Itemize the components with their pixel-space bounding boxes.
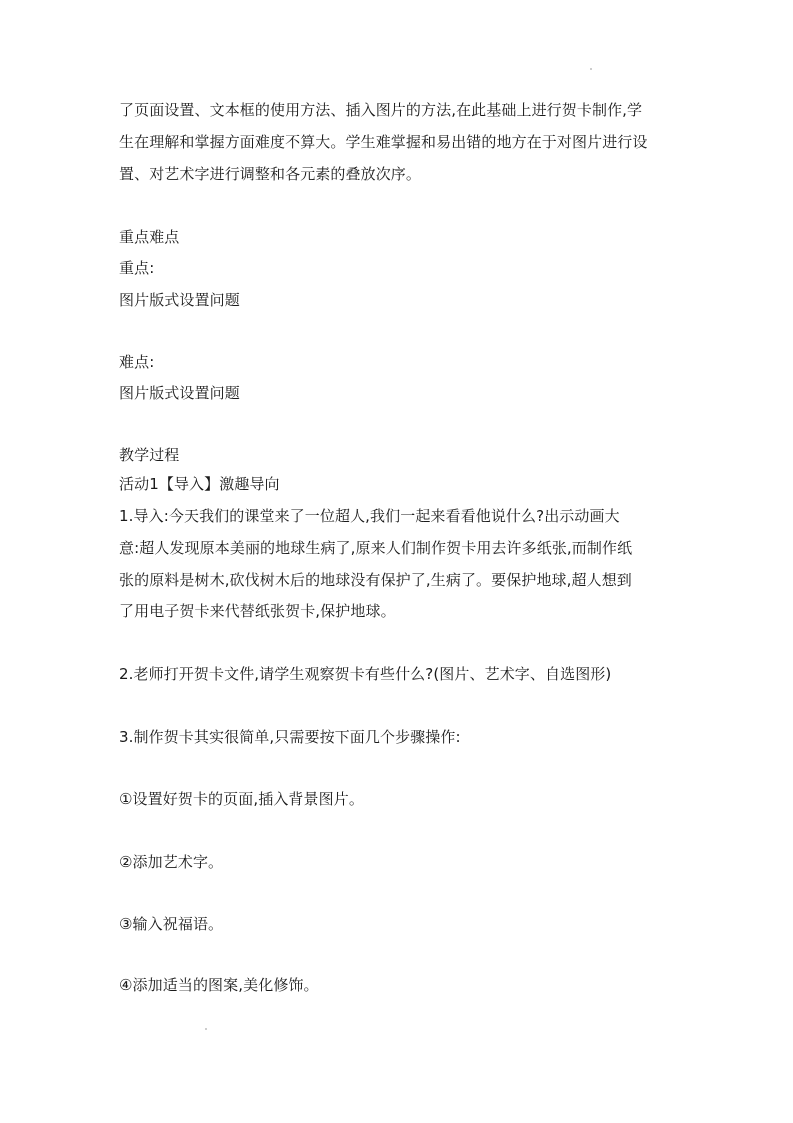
- scan-speck: [590, 68, 592, 70]
- substep-2: ②添加艺术字。: [119, 853, 224, 871]
- key-label: 重点:: [119, 259, 155, 277]
- substep-3: ③输入祝福语。: [119, 915, 224, 933]
- key-text: 图片版式设置问题: [119, 291, 240, 309]
- step3-line: 3.制作贺卡其实很简单,只需要按下面几个步骤操作:: [119, 728, 461, 746]
- step1-line-4: 了用电子贺卡来代替纸张贺卡,保护地球。: [119, 602, 396, 620]
- difficult-label: 难点:: [119, 353, 155, 371]
- step1-line-1: 1.导入:今天我们的课堂来了一位超人,我们一起来看看他说什么?出示动画大: [119, 507, 620, 525]
- intro-line-2: 生在理解和掌握方面难度不算大。学生难掌握和易出错的地方在于对图片进行设: [119, 133, 648, 151]
- key-difficult-heading: 重点难点: [119, 228, 180, 246]
- scan-speck: [205, 1028, 207, 1030]
- activity-title: 活动1【导入】激趣导向: [119, 475, 280, 493]
- intro-line-1: 了页面设置、文本框的使用方法、插入图片的方法,在此基础上进行贺卡制作,学: [119, 101, 643, 119]
- step1-line-3: 张的原料是树木,砍伐树木后的地球没有保护了,生病了。要保护地球,超人想到: [119, 571, 632, 589]
- intro-line-3: 置、对艺术字进行调整和各元素的叠放次序。: [119, 165, 422, 183]
- step1-line-2: 意:超人发现原本美丽的地球生病了,原来人们制作贺卡用去许多纸张,而制作纸: [119, 539, 633, 557]
- substep-1: ①设置好贺卡的页面,插入背景图片。: [119, 790, 364, 808]
- process-heading: 教学过程: [119, 446, 180, 464]
- step2-line: 2.老师打开贺卡文件,请学生观察贺卡有些什么?(图片、艺术字、自选图形): [119, 665, 612, 683]
- substep-4: ④添加适当的图案,美化修饰。: [119, 976, 319, 994]
- difficult-text: 图片版式设置问题: [119, 384, 240, 402]
